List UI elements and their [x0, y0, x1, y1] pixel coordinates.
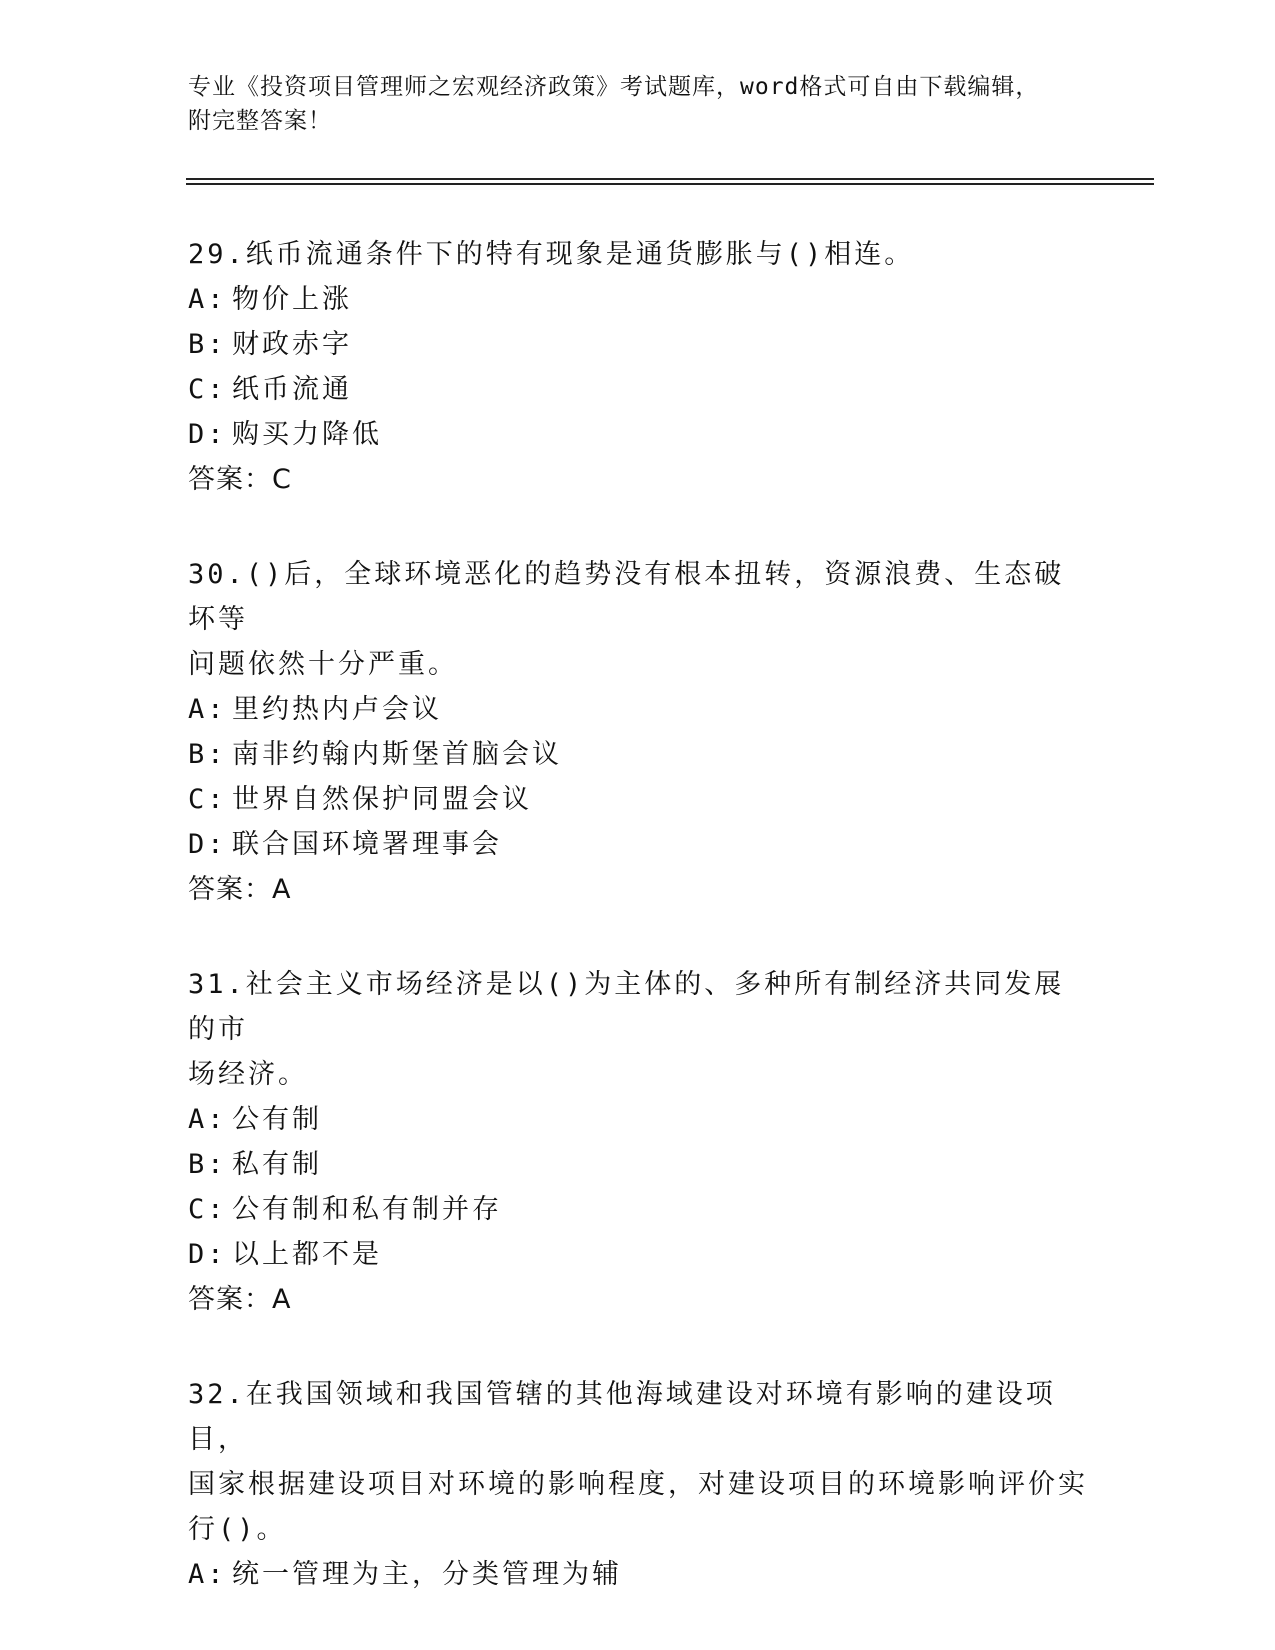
- option-a: [188, 1552, 1088, 1597]
- option-text: 南非约翰内斯堡首脑会议: [232, 739, 562, 770]
- answer-text: 答案：A: [188, 1284, 292, 1315]
- option-b: [188, 1142, 1088, 1187]
- option-key: A:: [188, 1559, 227, 1590]
- option-key: B:: [188, 739, 227, 770]
- question-item: [188, 1372, 1088, 1597]
- question-text: 31.社会主义市场经济是以()为主体的、多种所有制经济共同发展的市: [188, 969, 1065, 1045]
- header-divider-bottom: [186, 183, 1154, 185]
- option-key: C:: [188, 1194, 227, 1225]
- option-text: 统一管理为主，分类管理为辅: [232, 1559, 622, 1590]
- option-d: [188, 822, 1088, 867]
- question-item: [188, 962, 1088, 1322]
- answer-text: 答案：C: [188, 464, 292, 495]
- header-divider-top: [186, 178, 1154, 180]
- question-text: 30.()后，全球环境恶化的趋势没有根本扭转，资源浪费、生态破坏等: [188, 559, 1065, 635]
- question-item: [188, 552, 1088, 912]
- option-key: C:: [188, 784, 227, 815]
- question-text-continued: 场经济。: [188, 1059, 308, 1090]
- option-text: 以上都不是: [232, 1239, 382, 1270]
- answer-text: 答案：A: [188, 874, 292, 905]
- option-key: A:: [188, 1104, 227, 1135]
- option-text: 世界自然保护同盟会议: [232, 784, 532, 815]
- option-key: D:: [188, 1239, 227, 1270]
- option-b: [188, 322, 1088, 367]
- option-a: [188, 687, 1088, 732]
- option-a: [188, 277, 1088, 322]
- option-c: [188, 777, 1088, 822]
- option-text: 私有制: [232, 1149, 322, 1180]
- question-text-continued: 国家根据建设项目对环境的影响程度，对建设项目的环境影响评价实: [188, 1469, 1088, 1500]
- option-key: D:: [188, 419, 227, 450]
- option-key: A:: [188, 284, 227, 315]
- option-key: D:: [188, 829, 227, 860]
- option-key: C:: [188, 374, 227, 405]
- question-text-continued: 行()。: [188, 1514, 287, 1545]
- header-intro-line-1: 专业《投资项目管理师之宏观经济政策》考试题库，word格式可自由下载编辑，: [188, 74, 1040, 100]
- question-text-continued: 问题依然十分严重。: [188, 649, 458, 680]
- option-d: [188, 1232, 1088, 1277]
- question-text: 32.在我国领域和我国管辖的其他海域建设对环境有影响的建设项目，: [188, 1379, 1056, 1455]
- option-c: [188, 367, 1088, 412]
- option-text: 里约热内卢会议: [232, 694, 442, 725]
- question-list: [188, 232, 1088, 1647]
- option-key: A:: [188, 694, 227, 725]
- header-intro-line-2: 附完整答案！: [188, 108, 332, 134]
- option-text: 联合国环境署理事会: [232, 829, 502, 860]
- option-c: [188, 1187, 1088, 1232]
- option-d: [188, 412, 1088, 457]
- document-header: [188, 70, 1088, 138]
- question-item: [188, 232, 1088, 502]
- option-text: 购买力降低: [232, 419, 382, 450]
- question-text: 29.纸币流通条件下的特有现象是通货膨胀与()相连。: [188, 239, 915, 270]
- option-key: B:: [188, 329, 227, 360]
- option-a: [188, 1097, 1088, 1142]
- option-key: B:: [188, 1149, 227, 1180]
- option-text: 财政赤字: [232, 329, 352, 360]
- option-text: 纸币流通: [232, 374, 352, 405]
- option-text: 物价上涨: [232, 284, 352, 315]
- option-b: [188, 732, 1088, 777]
- option-text: 公有制: [232, 1104, 322, 1135]
- option-text: 公有制和私有制并存: [232, 1194, 502, 1225]
